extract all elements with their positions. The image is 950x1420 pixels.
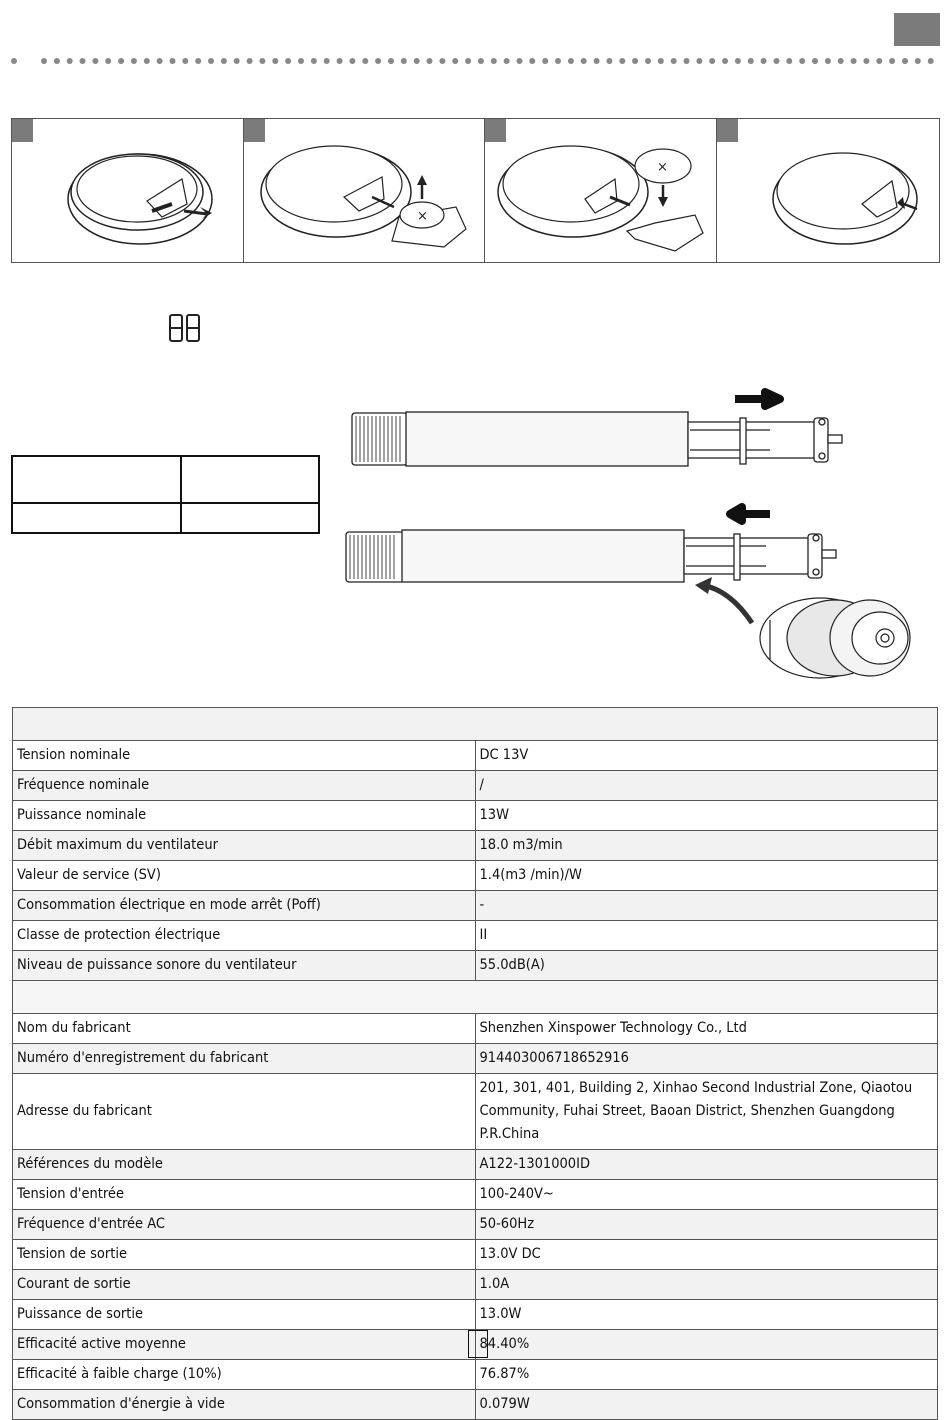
spec-label: Fréquence nominale: [13, 771, 476, 801]
spec-value: 0.079W: [475, 1390, 938, 1420]
spec-value: 100-240V~: [475, 1180, 938, 1210]
empty-cell: [12, 503, 181, 533]
arrow-left-icon: [730, 507, 770, 521]
spec-row: [13, 1180, 938, 1210]
spec-value: 914403006718652916: [475, 1044, 938, 1074]
empty-reference-table: [11, 455, 320, 534]
spec-row: [13, 1150, 938, 1180]
page-corner-tab: [894, 13, 940, 46]
spec-label: Consommation d'énergie à vide: [13, 1390, 476, 1420]
section-header-empty: [13, 708, 938, 741]
spec-label: Débit maximum du ventilateur: [13, 831, 476, 861]
spec-label: Tension nominale: [13, 741, 476, 771]
spec-label: Valeur de service (SV): [13, 861, 476, 891]
spec-label: Références du modèle: [13, 1150, 476, 1180]
battery-insert-illustration: [485, 119, 718, 264]
spec-value: DC 13V: [475, 741, 938, 771]
spec-label: Nom du fabricant: [13, 1014, 476, 1044]
spec-value: 13.0V DC: [475, 1240, 938, 1270]
spec-row: [13, 1074, 938, 1150]
section-header-empty: [13, 981, 938, 1014]
spec-row: [13, 1014, 938, 1044]
spec-value: 18.0 m3/min: [475, 831, 938, 861]
spec-label: Niveau de puissance sonore du ventilateur: [13, 951, 476, 981]
empty-cell: [181, 456, 319, 503]
spec-row: [13, 951, 938, 981]
svg-text:×: ×: [417, 209, 428, 224]
step-panel-1: [11, 118, 244, 263]
spec-value: -: [475, 891, 938, 921]
empty-cell: [181, 503, 319, 533]
motor-tube-lower: [346, 530, 836, 582]
spec-label: Courant de sortie: [13, 1270, 476, 1300]
spec-value: 50-60Hz: [475, 1210, 938, 1240]
spec-row: [13, 801, 938, 831]
spec-row: [13, 1210, 938, 1240]
spec-value: 201, 301, 401, Building 2, Xinhao Second Industrial Zone, Qiaotou Community, Fuhai Street, Baoan District, Shenzhen Guangdong P.R.China: [475, 1074, 938, 1150]
segment-display-icon: [168, 312, 202, 346]
spec-label: Numéro d'enregistrement du fabricant: [13, 1044, 476, 1074]
spec-label: Puissance nominale: [13, 801, 476, 831]
empty-cell: [12, 456, 181, 503]
spec-label: Fréquence d'entrée AC: [13, 1210, 476, 1240]
arrow-right-icon: [735, 392, 780, 406]
curved-arrow-icon: [702, 585, 752, 623]
spec-row: [13, 1390, 938, 1420]
remote-open-illustration: [12, 119, 245, 264]
spec-value: 13W: [475, 801, 938, 831]
spec-label: Adresse du fabricant: [13, 1074, 476, 1150]
spec-label: Classe de protection électrique: [13, 921, 476, 951]
page-number-box: [468, 1330, 488, 1358]
spec-value: 13.0W: [475, 1300, 938, 1330]
battery-tray-out-illustration: [244, 119, 486, 264]
spec-row: [13, 891, 938, 921]
remote-closed-illustration: [717, 119, 941, 264]
step-panel-3: [484, 118, 717, 263]
step-panel-4: [716, 118, 940, 263]
specification-table: [12, 707, 938, 1420]
spec-value: Shenzhen Xinspower Technology Co., Ltd: [475, 1014, 938, 1044]
spec-label: Puissance de sortie: [13, 1300, 476, 1330]
spec-value: II: [475, 921, 938, 951]
spec-row: [13, 771, 938, 801]
tubular-motor-illustration: [330, 380, 930, 685]
spec-row: [13, 1360, 938, 1390]
spec-row: [13, 831, 938, 861]
spec-row: [13, 1300, 938, 1330]
spec-row: [13, 861, 938, 891]
spec-label: Efficacité active moyenne: [13, 1330, 476, 1360]
spec-row: [13, 741, 938, 771]
step-panel-2: [243, 118, 485, 263]
spec-label: Tension de sortie: [13, 1240, 476, 1270]
motor-end-detail: [760, 598, 910, 678]
spec-label: Efficacité à faible charge (10%): [13, 1360, 476, 1390]
spec-label: Tension d'entrée: [13, 1180, 476, 1210]
spec-value: /: [475, 771, 938, 801]
section-separator-row: [13, 981, 938, 1014]
spec-value: 55.0dB(A): [475, 951, 938, 981]
spec-value: 76.87%: [475, 1360, 938, 1390]
spec-row: [13, 1240, 938, 1270]
spec-row: [13, 1044, 938, 1074]
spec-value: 1.0A: [475, 1270, 938, 1300]
spec-row: [13, 921, 938, 951]
spec-row: [13, 1270, 938, 1300]
spec-value: A122-1301000ID: [475, 1150, 938, 1180]
spec-value: 1.4(m3 /min)/W: [475, 861, 938, 891]
motor-tube-upper: [352, 412, 842, 466]
spec-label: Consommation électrique en mode arrêt (Poff): [13, 891, 476, 921]
svg-text:×: ×: [657, 160, 668, 175]
dotted-divider: [0, 54, 950, 68]
spec-value: 84.40%: [475, 1330, 938, 1360]
